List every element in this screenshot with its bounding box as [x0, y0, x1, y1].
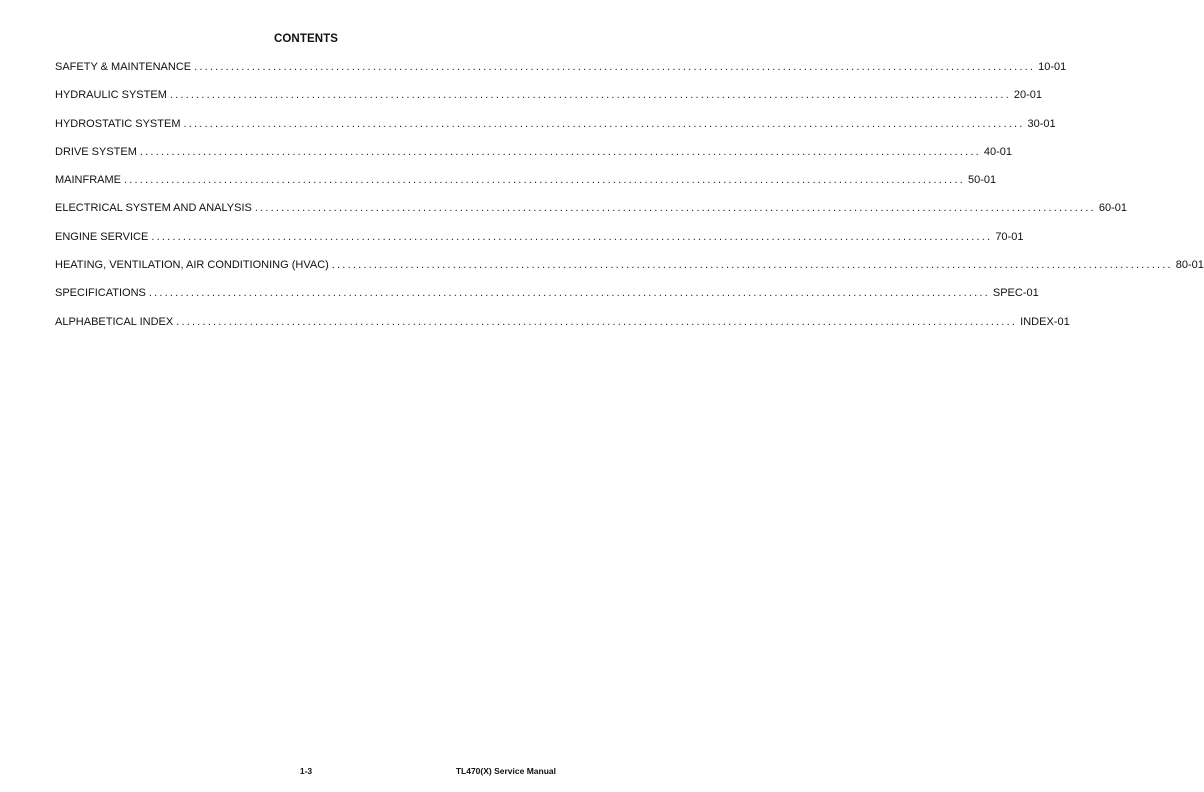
dot-leader: ................................................................................................................................................................: [331, 259, 1173, 272]
dot-leader: ................................................................................................................................................................: [139, 145, 981, 158]
toc-entry-mainframe[interactable]: [55, 173, 997, 201]
toc-entry-label: ELECTRICAL SYSTEM AND ANALYSIS: [55, 202, 252, 215]
footer-manual-title: TL470(X) Service Manual: [455, 766, 556, 776]
table-of-contents: [55, 60, 1204, 343]
toc-entry-alphabetical-index[interactable]: [55, 315, 1070, 343]
page-title: CONTENTS: [273, 33, 339, 45]
toc-entry-page: 20-01: [1013, 89, 1042, 102]
dot-leader: ................................................................................................................................................................: [183, 117, 1025, 130]
toc-entry-label: DRIVE SYSTEM: [55, 145, 137, 158]
toc-entry-page: SPEC-01: [992, 287, 1039, 300]
toc-entry-page: 30-01: [1027, 117, 1056, 130]
toc-entry-label: MAINFRAME: [55, 174, 121, 187]
toc-entry-page: 40-01: [983, 145, 1013, 158]
dot-leader: ................................................................................................................................................................: [151, 230, 993, 243]
toc-entry-label: SAFETY & MAINTENANCE: [55, 61, 192, 73]
toc-entry-label: ALPHABETICAL INDEX: [55, 315, 174, 328]
toc-entry-page: 60-01: [1098, 202, 1127, 215]
toc-entry-page: INDEX-01: [1020, 315, 1070, 328]
toc-entry-label: HEATING, VENTILATION, AIR CONDITIONING (HVAC): [55, 259, 329, 272]
toc-entry-drive-system[interactable]: [55, 145, 1013, 173]
dot-leader: ................................................................................................................................................................: [194, 61, 1036, 73]
toc-entry-page: 70-01: [995, 230, 1024, 243]
toc-entry-hydrostatic-system[interactable]: [55, 117, 1056, 145]
dot-leader: ................................................................................................................................................................: [124, 174, 965, 187]
dot-leader: ................................................................................................................................................................: [169, 89, 1011, 102]
dot-leader: ................................................................................................................................................................: [176, 315, 1018, 328]
toc-entry-electrical-system[interactable]: [55, 201, 1127, 229]
toc-entry-hydraulic-system[interactable]: [55, 88, 1042, 116]
toc-entry-label: SPECIFICATIONS: [55, 287, 146, 300]
toc-entry-page: 50-01: [967, 174, 997, 187]
toc-entry-label: HYDRAULIC SYSTEM: [55, 89, 167, 102]
footer-page-number: 1-3: [299, 766, 313, 776]
dot-leader: ................................................................................................................................................................: [254, 202, 1096, 215]
toc-entry-safety-maintenance[interactable]: [55, 60, 1067, 88]
dot-leader: ................................................................................................................................................................: [148, 287, 990, 300]
toc-entry-label: HYDROSTATIC SYSTEM: [55, 117, 181, 130]
toc-entry-page: 10-01: [1038, 61, 1067, 73]
toc-entry-specifications[interactable]: [55, 286, 1039, 314]
toc-entry-page: 80-01: [1175, 259, 1204, 272]
toc-entry-engine-service[interactable]: [55, 230, 1024, 258]
toc-entry-label: ENGINE SERVICE: [55, 230, 149, 243]
toc-entry-hvac[interactable]: [55, 258, 1204, 286]
